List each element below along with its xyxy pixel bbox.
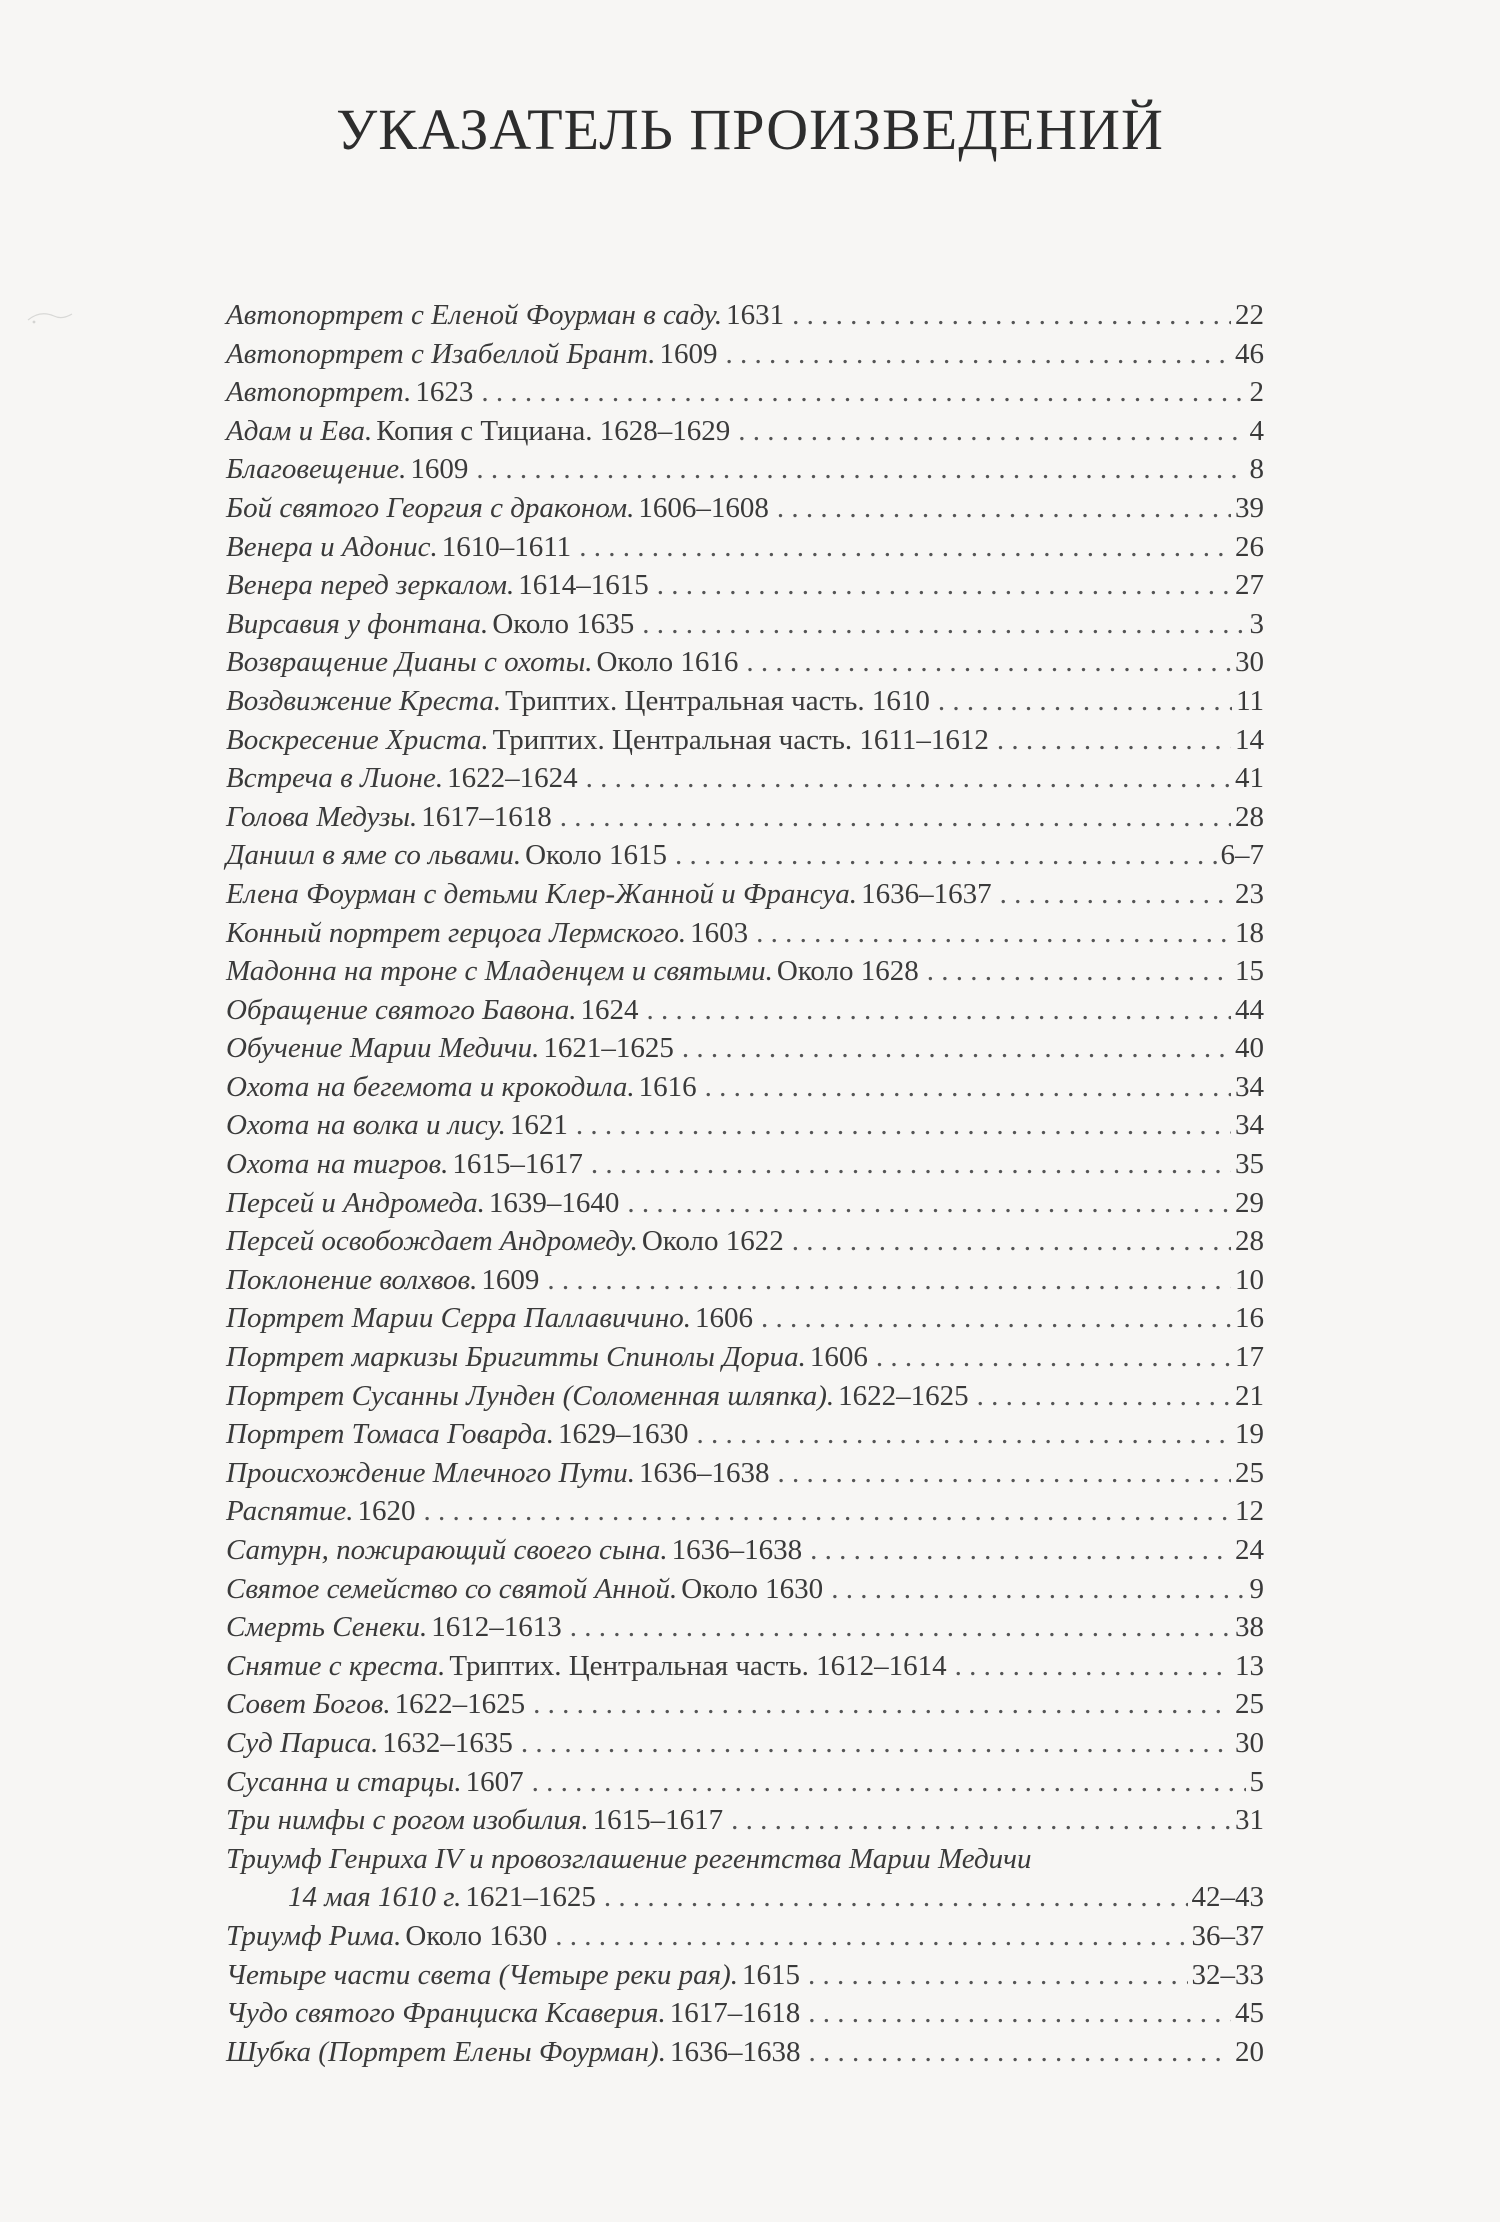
work-title: Автопортрет. (226, 376, 412, 409)
work-title: Охота на волка и лису. (226, 1109, 506, 1142)
page-number: 34 (1235, 1070, 1264, 1103)
page-number: 17 (1235, 1341, 1264, 1374)
page-number: 38 (1235, 1611, 1264, 1644)
work-title: Чудо святого Франциска Ксаверия. (226, 1997, 666, 2030)
dot-leader (647, 991, 1231, 1030)
dot-leader (777, 489, 1231, 528)
page-number: 24 (1235, 1534, 1264, 1566)
work-date: 1615 (741, 1958, 800, 1991)
work-title: Персей и Андромеда. (226, 1186, 485, 1219)
dot-leader (591, 1145, 1231, 1184)
index-entry (226, 528, 1264, 567)
page-number: 30 (1235, 1726, 1264, 1759)
page-number: 27 (1235, 569, 1264, 602)
dot-leader (746, 643, 1231, 682)
page-number: 10 (1235, 1263, 1264, 1296)
work-date: Около 1630 (405, 1919, 548, 1952)
work-date: 1609 (410, 453, 469, 486)
dot-leader (997, 721, 1231, 760)
index-entry (226, 1801, 1264, 1840)
work-date: 1631 (726, 299, 785, 331)
page-number: 26 (1235, 530, 1264, 563)
work-title: Портрет Сусанны Лунден (Соломенная шляпка). (226, 1379, 835, 1412)
work-date: 1616 (638, 1070, 697, 1103)
work-date: 1622–1625 (394, 1688, 526, 1721)
dot-leader (761, 1299, 1231, 1338)
dot-leader (532, 1763, 1246, 1802)
work-date: Триптих. Центральная часть. 1610 (505, 684, 930, 717)
index-entry (226, 914, 1264, 953)
index-entry (226, 836, 1264, 875)
page-number: 21 (1235, 1379, 1264, 1412)
dot-leader (560, 798, 1231, 837)
work-date: 1639–1640 (488, 1186, 620, 1219)
dot-leader (576, 1106, 1231, 1145)
work-date: 1617–1618 (421, 800, 552, 833)
dot-leader (792, 296, 1231, 335)
work-date: 1620 (357, 1495, 416, 1528)
work-title: Снятие с креста. (226, 1649, 446, 1682)
work-date: 1621–1625 (543, 1032, 674, 1065)
work-date: 1606–1608 (638, 491, 769, 524)
work-date: 1614–1615 (518, 569, 649, 602)
work-title: Бой святого Георгия с драконом. (226, 491, 635, 524)
paper-speck (20, 300, 80, 330)
dot-leader (808, 2033, 1231, 2072)
dot-leader (938, 682, 1232, 721)
work-title: Охота на бегемота и крокодила. (226, 1070, 635, 1103)
index-entry (226, 1531, 1264, 1570)
page-number: 30 (1235, 646, 1264, 679)
work-title: Воскресение Христа. (226, 723, 489, 756)
page-number: 28 (1235, 800, 1264, 833)
index-entry (226, 1454, 1264, 1493)
page-number: 9 (1249, 1572, 1264, 1605)
work-date: Триптих. Центральная часть. 1611–1612 (492, 723, 989, 756)
work-title: Обращение святого Бавона. (226, 993, 577, 1026)
dot-leader (955, 1647, 1231, 1686)
work-date: Около 1635 (492, 607, 635, 640)
work-date: 1636–1638 (671, 1534, 803, 1566)
index-entry (226, 412, 1264, 451)
dot-leader (705, 1068, 1231, 1107)
index-entry (226, 991, 1264, 1030)
index-entry (226, 1608, 1264, 1647)
index-entry (226, 952, 1264, 991)
page-number: 44 (1235, 993, 1264, 1026)
index-entry (226, 335, 1264, 374)
page-number: 46 (1235, 337, 1264, 370)
work-title: Портрет маркизы Бригитты Спинолы Дориа. (226, 1341, 806, 1374)
page-number: 40 (1235, 1032, 1264, 1065)
dot-leader (682, 1029, 1231, 1068)
work-date: 1636–1638 (669, 2035, 801, 2068)
index-entry (226, 489, 1264, 528)
work-title: Портрет Томаса Говарда. (226, 1418, 554, 1451)
work-date: 1623 (415, 376, 474, 409)
work-title: Встреча в Лионе. (226, 762, 444, 795)
works-index-list (226, 296, 1264, 2071)
page-number: 29 (1235, 1186, 1264, 1219)
work-date: 1615–1617 (592, 1804, 724, 1837)
dot-leader (1000, 875, 1231, 914)
work-title: Совет Богов. (226, 1688, 391, 1721)
work-title: Конный портрет герцога Лермского. (226, 916, 687, 949)
index-entry (226, 450, 1264, 489)
work-title: Воздвижение Креста. (226, 684, 502, 717)
page-number: 20 (1235, 2035, 1264, 2068)
work-date: 1617–1618 (669, 1997, 801, 2030)
dot-leader (927, 952, 1231, 991)
index-entry (226, 1724, 1264, 1763)
page-number: 19 (1235, 1418, 1264, 1451)
page-number: 25 (1235, 1688, 1264, 1721)
work-title: Сусанна и старцы. (226, 1765, 462, 1798)
dot-leader (481, 373, 1245, 412)
work-title: Венера перед зеркалом. (226, 569, 515, 602)
work-date: Около 1622 (641, 1225, 784, 1258)
dot-leader (555, 1917, 1187, 1956)
work-title: Охота на тигров. (226, 1148, 449, 1181)
work-date: 1621 (509, 1109, 568, 1142)
page-number: 39 (1235, 491, 1264, 524)
page-number: 31 (1235, 1804, 1264, 1837)
dot-leader (521, 1724, 1231, 1763)
work-date: 1629–1630 (557, 1418, 689, 1451)
dot-leader (547, 1261, 1231, 1300)
work-title: Распятие. (226, 1495, 354, 1528)
page-number: 4 (1249, 414, 1264, 447)
index-entry (226, 1184, 1264, 1223)
dot-leader (696, 1415, 1231, 1454)
work-date: 1603 (690, 916, 749, 949)
work-title: Три нимфы с рогом изобилия. (226, 1804, 589, 1837)
work-title: Поклонение волхвов. (226, 1263, 478, 1296)
index-entry (226, 759, 1264, 798)
work-title: Адам и Ева. (226, 414, 373, 447)
work-title: Даниил в яме со львами. (226, 839, 522, 872)
work-title: Автопортрет с Еленой Фоурман в саду. (226, 299, 723, 331)
page-number: 18 (1235, 916, 1264, 949)
work-title: Триумф Рима. (226, 1919, 402, 1952)
page-number: 32–33 (1191, 1958, 1264, 1991)
dot-leader (778, 1454, 1231, 1493)
work-title: Обучение Марии Медичи. (226, 1032, 540, 1065)
work-date: 1632–1635 (382, 1726, 513, 1759)
index-entry (226, 1956, 1264, 1995)
page-number: 2 (1249, 376, 1264, 409)
dot-leader (738, 412, 1245, 451)
dot-leader (731, 1801, 1231, 1840)
work-title: Голова Медузы. (226, 800, 418, 833)
index-entry (226, 643, 1264, 682)
work-title: Автопортрет с Изабеллой Брант. (226, 337, 656, 370)
index-entry (226, 1647, 1264, 1686)
index-entry (226, 1106, 1264, 1145)
page-number: 36–37 (1191, 1919, 1264, 1952)
dot-leader (579, 528, 1231, 567)
dot-leader (657, 566, 1231, 605)
page-number: 3 (1249, 607, 1264, 640)
index-entry (226, 1570, 1264, 1609)
index-entry (226, 1415, 1264, 1454)
page-number: 22 (1235, 299, 1264, 331)
dot-leader (476, 450, 1245, 489)
work-date: 1622–1625 (838, 1379, 969, 1412)
work-title: Суд Париса. (226, 1726, 379, 1759)
dot-leader (627, 1184, 1231, 1223)
page-number: 8 (1249, 453, 1264, 486)
page-number: 45 (1235, 1997, 1264, 2030)
work-date: Около 1628 (776, 955, 919, 988)
index-entry (226, 1068, 1264, 1107)
dot-leader (675, 836, 1217, 875)
work-title: Портрет Марии Серра Паллавичино. (226, 1302, 691, 1335)
work-date: Около 1630 (681, 1572, 824, 1605)
page-number: 12 (1235, 1495, 1264, 1528)
index-entry (226, 1763, 1264, 1802)
page-number: 13 (1235, 1649, 1264, 1682)
work-title: Происхождение Млечного Пути. (226, 1456, 636, 1489)
work-title: Святое семейство со святой Анной. (226, 1572, 678, 1605)
index-entry (226, 605, 1264, 644)
page-number: 28 (1235, 1225, 1264, 1258)
page-number: 15 (1235, 955, 1264, 988)
dot-leader (726, 335, 1231, 374)
dot-leader (808, 1994, 1231, 2033)
work-title: Благовещение. (226, 453, 407, 486)
index-entry (226, 2033, 1264, 2072)
index-entry (226, 1261, 1264, 1300)
index-entry (226, 1917, 1264, 1956)
index-entry (226, 1338, 1264, 1377)
page-number: 11 (1236, 684, 1264, 717)
page-number: 16 (1235, 1302, 1264, 1335)
index-entry (226, 1222, 1264, 1261)
work-date: Копия с Тициана. 1628–1629 (376, 414, 731, 447)
dot-leader (831, 1570, 1245, 1609)
work-date: Около 1615 (525, 839, 667, 872)
dot-leader (977, 1377, 1231, 1416)
work-date: Триптих. Центральная часть. 1612–1614 (449, 1649, 947, 1682)
dot-leader (810, 1531, 1231, 1570)
page-number: 25 (1235, 1456, 1264, 1489)
index-entry (226, 1299, 1264, 1338)
dot-leader (756, 914, 1231, 953)
work-title: 14 мая 1610 г. (288, 1881, 462, 1914)
work-date: 1636–1638 (639, 1456, 770, 1489)
dot-leader (604, 1878, 1188, 1917)
work-date: 1612–1613 (431, 1611, 562, 1644)
index-entry (226, 566, 1264, 605)
work-date: Около 1616 (596, 646, 739, 679)
page-number: 41 (1235, 762, 1264, 795)
work-title: Елена Фоурман с детьми Клер-Жанной и Франсуа. (226, 877, 858, 910)
dot-leader (642, 605, 1245, 644)
work-date: 1607 (465, 1765, 524, 1798)
work-title: Персей освобождает Андромеду. (226, 1225, 638, 1258)
work-date: 1606 (695, 1302, 753, 1335)
work-date: 1622–1624 (447, 762, 578, 795)
work-date: 1610–1611 (441, 530, 572, 563)
index-entry (226, 875, 1264, 914)
work-date: 1609 (659, 337, 718, 370)
index-entry (226, 721, 1264, 760)
dot-leader (586, 759, 1231, 798)
work-title: Мадонна на троне с Младенцем и святыми. (226, 955, 773, 988)
dot-leader (533, 1685, 1231, 1724)
work-title: Возвращение Дианы с охоты. (226, 646, 593, 679)
dot-leader (876, 1338, 1231, 1377)
page-number: 6–7 (1220, 839, 1264, 872)
work-title: Шубка (Портрет Елены Фоурман). (226, 2035, 666, 2068)
index-entry (226, 1145, 1264, 1184)
work-date: 1636–1637 (861, 877, 992, 910)
page-number: 23 (1235, 877, 1264, 910)
index-entry (226, 296, 1264, 335)
work-date: 1606 (809, 1341, 868, 1374)
work-title: Смерть Сенеки. (226, 1611, 428, 1644)
page-number: 35 (1235, 1148, 1264, 1181)
dot-leader (570, 1608, 1231, 1647)
work-date: 1609 (481, 1263, 540, 1296)
dot-leader (808, 1956, 1188, 1995)
dot-leader (792, 1222, 1231, 1261)
work-date: 1621–1625 (465, 1881, 596, 1914)
dot-leader (424, 1492, 1231, 1531)
work-title: Сатурн, пожирающий своего сына. (226, 1534, 668, 1566)
index-entry (226, 373, 1264, 412)
page-title: УКАЗАТЕЛЬ ПРОИЗВЕДЕНИЙ (336, 97, 1164, 162)
work-date: 1624 (580, 993, 639, 1026)
work-title: Четыре части света (Четыре реки рая). (226, 1958, 738, 1991)
index-entry (226, 1840, 1264, 1879)
index-entry (226, 1685, 1264, 1724)
work-title: Триумф Генриха IV и провозглашение регентства Марии Медичи (226, 1842, 1032, 1875)
index-entry (226, 798, 1264, 837)
page-number: 42–43 (1191, 1881, 1264, 1914)
work-title: Венера и Адонис. (226, 530, 438, 563)
index-entry (226, 682, 1264, 721)
page-number: 14 (1235, 723, 1264, 756)
index-entry (226, 1994, 1264, 2033)
index-entry (226, 1377, 1264, 1416)
index-entry (226, 1878, 1264, 1917)
work-date: 1615–1617 (452, 1148, 583, 1181)
work-title: Вирсавия у фонтана. (226, 607, 489, 640)
index-entry (226, 1492, 1264, 1531)
index-entry (226, 1029, 1264, 1068)
page-number: 5 (1249, 1765, 1264, 1798)
page-number: 34 (1235, 1109, 1264, 1142)
